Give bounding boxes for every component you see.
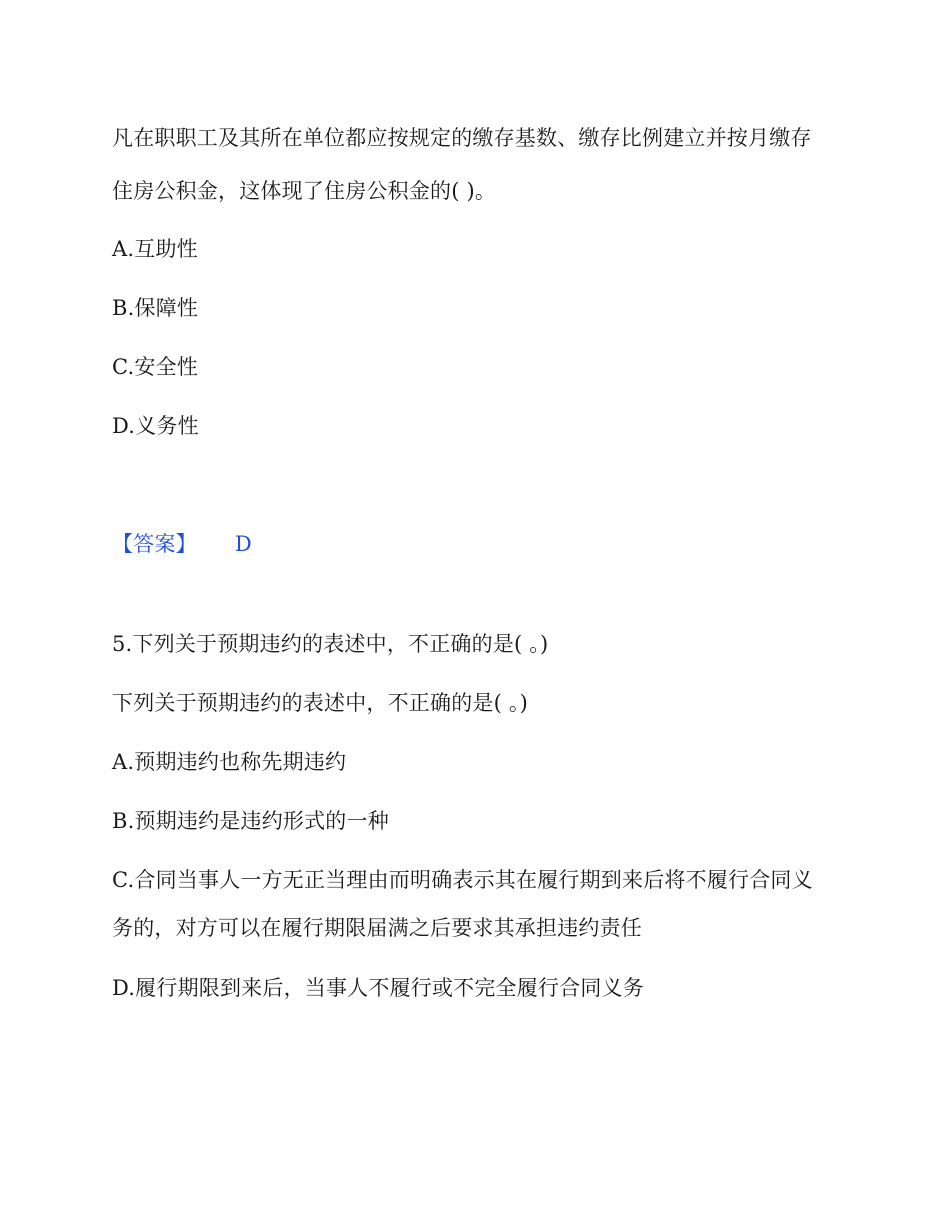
- q5-title: 5.下列关于预期违约的表述中，不正确的是( 。): [112, 632, 549, 656]
- q4-option-d: D.义务性: [112, 414, 199, 438]
- q4-stem-line-2: 住房公积金，这体现了住房公积金的( )。: [112, 179, 497, 203]
- q5-option-c-line-2: 务的，对方可以在履行期限届满之后要求其承担违约责任: [112, 916, 642, 940]
- answer-label: 【答案】: [112, 532, 197, 556]
- q5-option-c-line-1: C.合同当事人一方无正当理由而明确表示其在履行期到来后将不履行合同义: [112, 868, 813, 892]
- q5-option-a: A.预期违约也称先期违约: [112, 750, 347, 774]
- q5-option-b: B.预期违约是违约形式的一种: [112, 809, 389, 833]
- q4-option-b: B.保障性: [112, 296, 199, 320]
- q5-option-d: D.履行期限到来后，当事人不履行或不完全履行合同义务: [112, 976, 644, 1000]
- q4-option-c: C.安全性: [112, 355, 198, 379]
- q5-stem: 下列关于预期违约的表述中，不正确的是( 。): [112, 691, 528, 715]
- q4-answer-row: [112, 530, 252, 558]
- q4-option-a: A.互助性: [112, 237, 198, 261]
- q4-stem-line-1: 凡在职职工及其所在单位都应按规定的缴存基数、缴存比例建立并按月缴存: [112, 126, 812, 150]
- answer-value: D: [234, 532, 252, 556]
